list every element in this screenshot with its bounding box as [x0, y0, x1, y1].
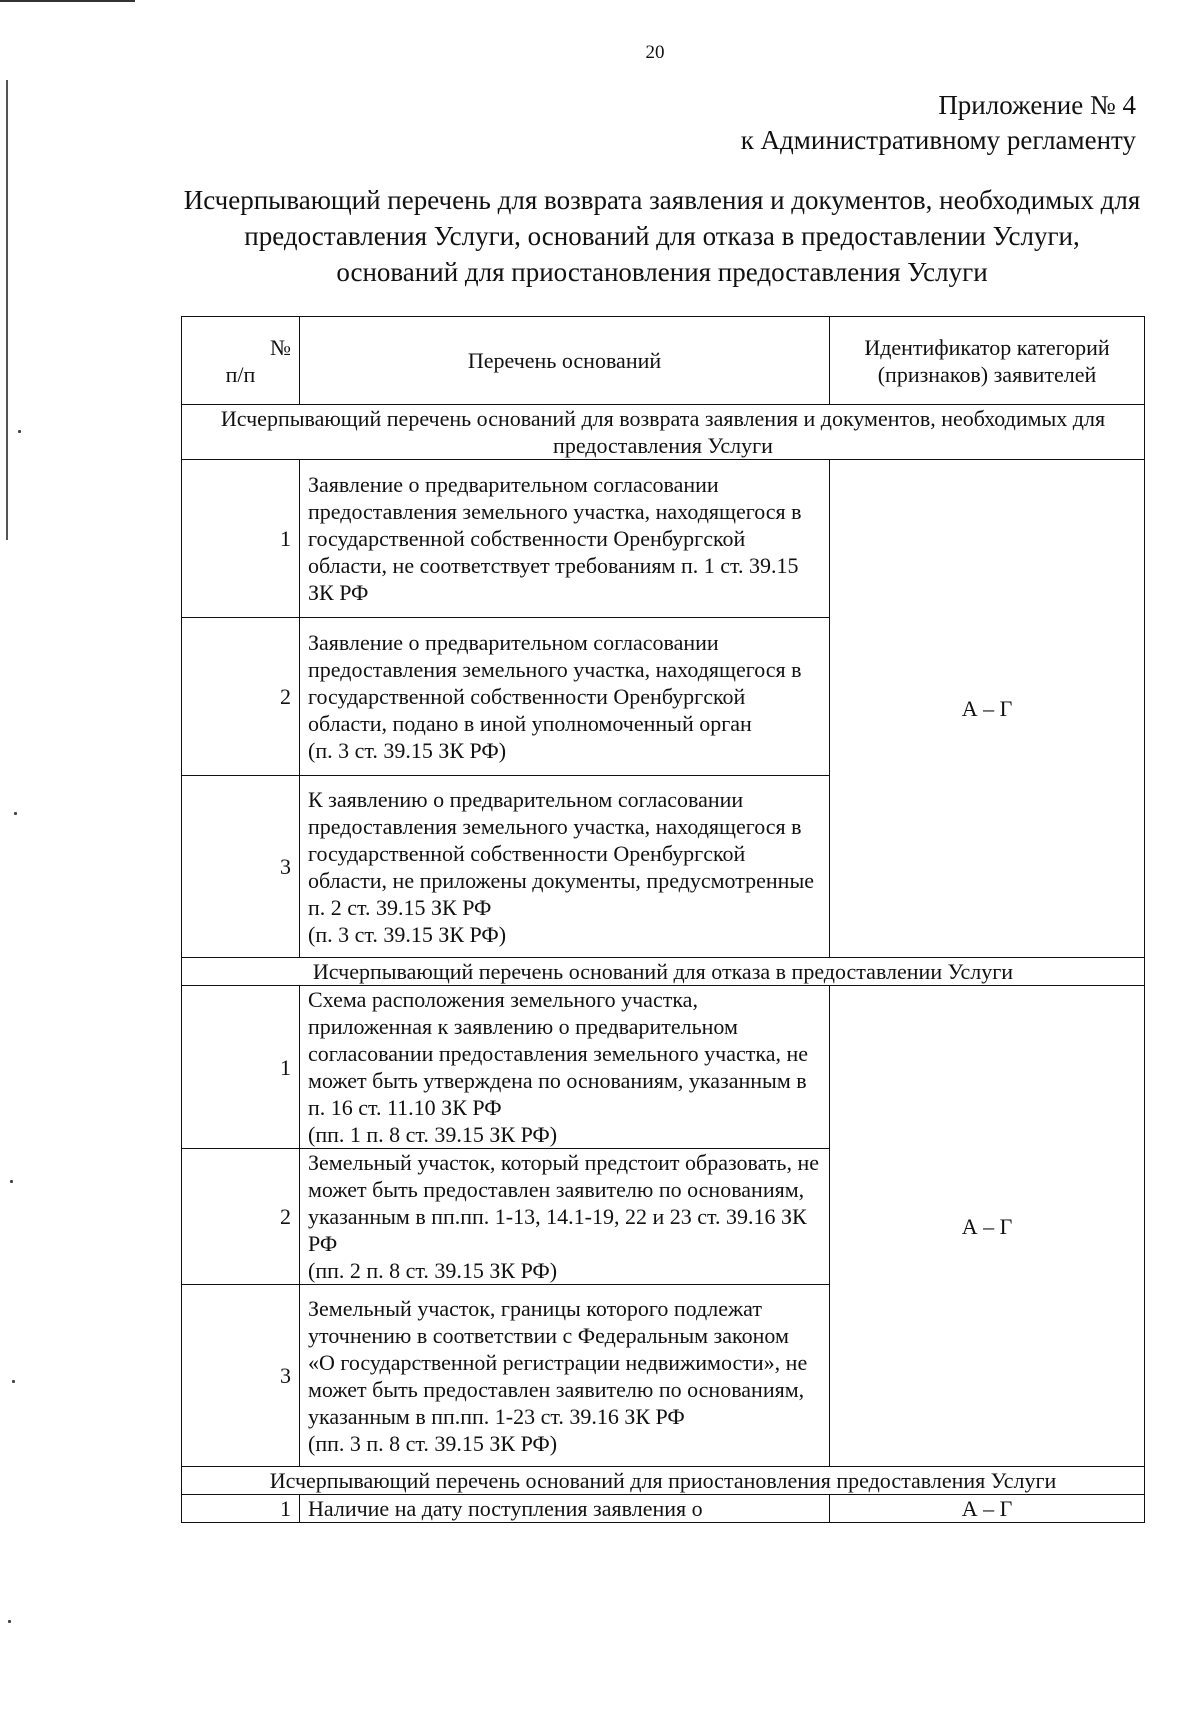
scan-dust: [10, 1180, 13, 1183]
scan-dust: [14, 812, 17, 815]
scan-dust: [18, 430, 21, 433]
row-reason-text: Земельный участок, который предстоит образовать, не может быть предоставлен заявителю по основаниям, указанным в пп.пп. 1-13, 14.1-19, 22 и 23 ст. 39.16 ЗК РФ (пп. 2 п. 8 ст. 39.15 ЗК РФ): [300, 1149, 830, 1285]
table-header-row: [182, 317, 1145, 405]
table-row: [182, 1495, 1145, 1523]
section-title: Исчерпывающий перечень оснований для отказа в предоставлении Услуги: [182, 958, 1145, 986]
appendix-line-1: Приложение № 4: [938, 90, 1136, 120]
reasons-table: [181, 316, 1145, 1523]
row-number: 1: [182, 986, 300, 1149]
row-reason-text: К заявлению о предварительном согласовании предоставления земельного участка, находящегося в государственной собственности Оренбургской области, не приложены документы, предусмотренные п. 2 ст. 39.15 ЗК РФ (п. 3 ст. 39.15 ЗК РФ): [300, 776, 830, 958]
section-title: Исчерпывающий перечень оснований для приостановления предоставления Услуги: [182, 1467, 1145, 1495]
section-header-row: [182, 1467, 1145, 1495]
row-number: 3: [182, 776, 300, 958]
applicant-category-identifier: А – Г: [830, 1495, 1145, 1523]
table-row: [182, 986, 1145, 1149]
row-reason-text: Заявление о предварительном согласовании предоставления земельного участка, находящегося в государственной собственности Оренбургской области, не соответствует требованиям п. 1 ст. 39.15 ЗК РФ: [300, 460, 830, 618]
row-reason-text: Земельный участок, границы которого подлежат уточнению в соответствии с Федеральным законом «О государственной регистрации недвижимости», не может быть предоставлен заявителю по основаниям, указанным в пп.пп. 1-23 ст. 39.16 ЗК РФ (пп. 3 п. 8 ст. 39.15 ЗК РФ): [300, 1285, 830, 1467]
document-title: Исчерпывающий перечень для возврата заявления и документов, необходимых для предоставления Услуги, оснований для отказа в предоставлении Услуги, оснований для приостановления предоставления Услуги: [183, 185, 1141, 287]
page-number: 20: [645, 42, 665, 63]
scan-artifact-line: [0, 0, 135, 2]
row-number: 1: [182, 1495, 300, 1523]
row-number: 2: [182, 618, 300, 776]
section-header-row: [182, 405, 1145, 460]
section-header-row: [182, 958, 1145, 986]
header-reasons: Перечень оснований: [300, 317, 830, 405]
header-number-sign: №: [270, 334, 291, 360]
row-number: 3: [182, 1285, 300, 1467]
row-number: 2: [182, 1149, 300, 1285]
scan-dust: [12, 1380, 15, 1383]
table-row: [182, 460, 1145, 618]
applicant-category-identifier: А – Г: [830, 460, 1145, 958]
section-title: Исчерпывающий перечень оснований для возврата заявления и документов, необходимых для предоставления Услуги: [182, 405, 1145, 460]
row-number: 1: [182, 460, 300, 618]
row-reason-text: Наличие на дату поступления заявления о: [300, 1495, 830, 1523]
appendix-header: [741, 88, 1136, 158]
header-identifier: Идентификатор категорий (признаков) заявителей: [830, 317, 1145, 405]
scan-dust: [8, 1620, 11, 1623]
scan-margin-mark: [6, 80, 8, 540]
appendix-line-2: к Административному регламенту: [740, 125, 1136, 155]
row-reason-text: Схема расположения земельного участка, приложенная к заявлению о предварительном согласовании предоставления земельного участка, не может быть утверждена по основаниям, указанным в п. 16 ст. 11.10 ЗК РФ (пп. 1 п. 8 ст. 39.15 ЗК РФ): [300, 986, 830, 1149]
row-reason-text: Заявление о предварительном согласовании предоставления земельного участка, находящегося в государственной собственности Оренбургской области, подано в иной уполномоченный орган (п. 3 ст. 39.15 ЗК РФ): [300, 618, 830, 776]
header-number-pp: п/п: [225, 361, 256, 387]
header-number: [182, 317, 300, 405]
applicant-category-identifier: А – Г: [830, 986, 1145, 1467]
